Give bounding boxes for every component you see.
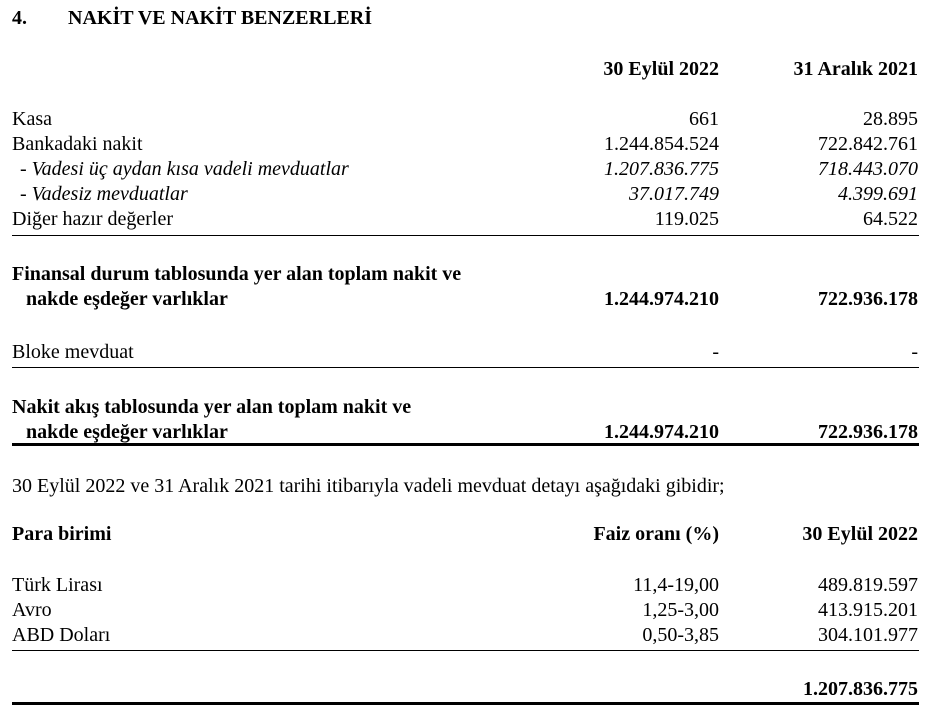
row-value-kasa-2021: 28.895 bbox=[863, 108, 918, 130]
total-value-2022: 1.244.974.210 bbox=[604, 421, 719, 443]
row-label-blocked: Bloke mevduat bbox=[12, 341, 134, 363]
subtotal-value-2022: 1.244.974.210 bbox=[604, 288, 719, 310]
deposit-rate-usd: 0,50-3,85 bbox=[642, 624, 719, 646]
double-divider bbox=[12, 702, 919, 705]
divider bbox=[12, 235, 919, 236]
col-header-dec-2021: 31 Aralık 2021 bbox=[793, 58, 918, 80]
row-label-other: Diğer hazır değerler bbox=[12, 208, 174, 230]
divider bbox=[12, 367, 919, 368]
deposit-amount-eur: 413.915.201 bbox=[818, 599, 918, 621]
row-value-kasa-2022: 661 bbox=[689, 108, 719, 130]
total-label-line2: nakde eşdeğer varlıklar bbox=[26, 421, 228, 443]
subtotal-value-2021: 722.936.178 bbox=[818, 288, 918, 310]
row-value-bank-cash-2022: 1.244.854.524 bbox=[604, 133, 719, 155]
deposit-currency-usd: ABD Doları bbox=[12, 624, 111, 646]
subtotal-label-line1: Finansal durum tablosunda yer alan toplam nakit ve bbox=[12, 263, 462, 285]
subtotal-label-line2: nakde eşdeğer varlıklar bbox=[26, 288, 228, 310]
intro-paragraph: 30 Eylül 2022 ve 31 Aralık 2021 tarihi itibarıyla vadeli mevduat detayı aşağıdaki gibidir; bbox=[12, 475, 725, 497]
section-number: 4. bbox=[12, 7, 27, 29]
deposit-currency-try: Türk Lirası bbox=[12, 574, 103, 596]
deposit-rate-try: 11,4-19,00 bbox=[633, 574, 719, 596]
row-value-bank-cash-2021: 722.842.761 bbox=[818, 133, 918, 155]
col-header-currency: Para birimi bbox=[12, 523, 112, 545]
deposit-amount-usd: 304.101.977 bbox=[818, 624, 918, 646]
row-value-other-2021: 64.522 bbox=[863, 208, 918, 230]
divider bbox=[12, 650, 919, 651]
row-value-demand-deposits-2022: 37.017.749 bbox=[629, 183, 719, 205]
row-label-demand-deposits: - Vadesiz mevduatlar bbox=[20, 183, 188, 205]
col-header-amount: 30 Eylül 2022 bbox=[802, 523, 918, 545]
col-header-sep-2022: 30 Eylül 2022 bbox=[603, 58, 719, 80]
row-label-time-deposits: - Vadesi üç aydan kısa vadeli mevduatlar bbox=[20, 158, 349, 180]
deposit-total: 1.207.836.775 bbox=[803, 678, 918, 700]
deposit-rate-eur: 1,25-3,00 bbox=[642, 599, 719, 621]
deposit-currency-eur: Avro bbox=[12, 599, 52, 621]
section-title: NAKİT VE NAKİT BENZERLERİ bbox=[68, 7, 372, 29]
row-label-kasa: Kasa bbox=[12, 108, 52, 130]
row-value-time-deposits-2021: 718.443.070 bbox=[818, 158, 918, 180]
row-value-blocked-2022: - bbox=[712, 341, 719, 363]
row-value-demand-deposits-2021: 4.399.691 bbox=[838, 183, 918, 205]
total-label-line1: Nakit akış tablosunda yer alan toplam nakit ve bbox=[12, 396, 412, 418]
row-value-other-2022: 119.025 bbox=[654, 208, 719, 230]
col-header-rate: Faiz oranı (%) bbox=[593, 523, 719, 545]
row-label-bank-cash: Bankadaki nakit bbox=[12, 133, 143, 155]
double-divider bbox=[12, 443, 919, 446]
total-value-2021: 722.936.178 bbox=[818, 421, 918, 443]
deposit-amount-try: 489.819.597 bbox=[818, 574, 918, 596]
row-value-blocked-2021: - bbox=[911, 341, 918, 363]
row-value-time-deposits-2022: 1.207.836.775 bbox=[604, 158, 719, 180]
